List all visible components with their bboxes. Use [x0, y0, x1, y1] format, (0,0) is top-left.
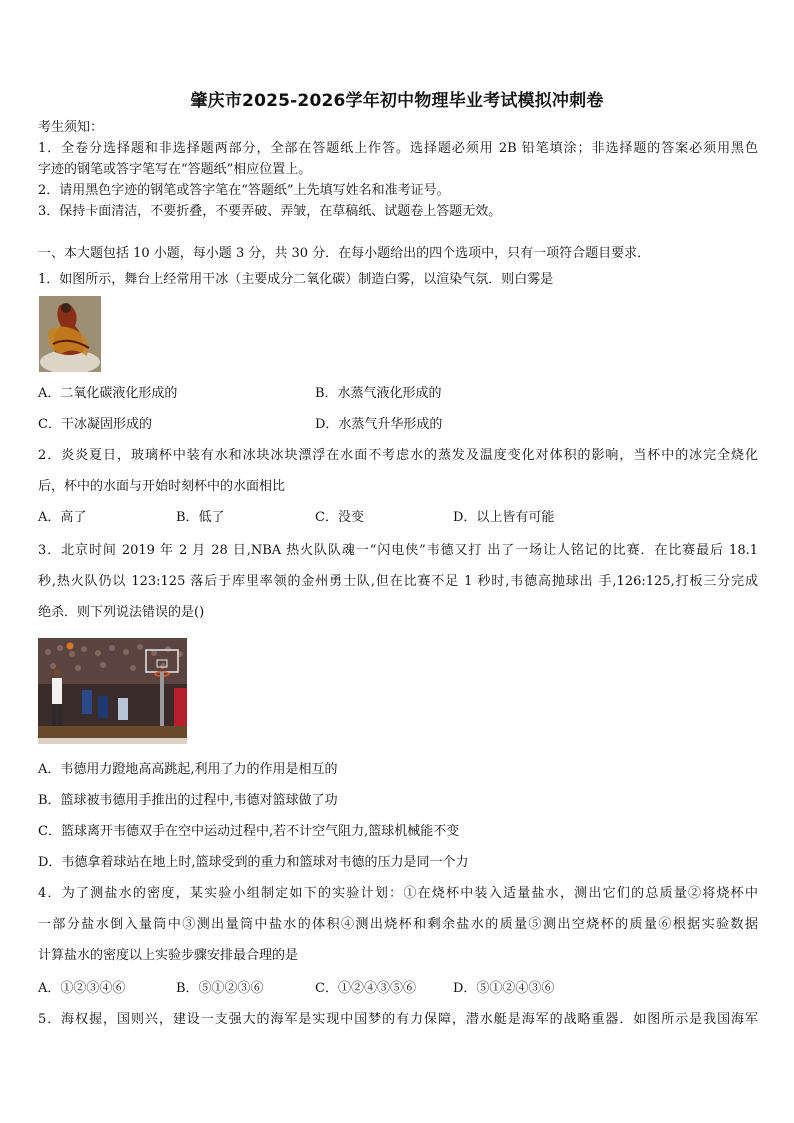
page-title: 肇庆市2025-2026学年初中物理毕业考试模拟冲刺卷	[190, 91, 604, 111]
notice-line-1-cont: 字迹的钢笔或答字笔写在“答题纸”相应位置上。	[38, 162, 312, 177]
q4-option-b: B．⑤①②③⑥	[176, 981, 264, 996]
q2-option-a: A．高了	[38, 510, 87, 525]
section-heading: 一、本大题包括 10 小题，每小题 3 分，共 30 分．在每小题给出的四个选项中，只有一项符合题目要求．	[38, 246, 651, 261]
q3-option-c: C．篮球离开韦德双手在空中运动过程中,若不计空气阻力,篮球机械能不变	[38, 824, 460, 839]
q2-option-c: C．没变	[315, 510, 364, 525]
notice-line-1: 1．全卷分选择题和非选择题两部分，全部在答题纸上作答。选择题必须用 2B 铅笔填涂；非选择题的答案必须用黑色	[38, 141, 758, 156]
q1-option-a: A．二氧化碳液化形成的	[38, 386, 178, 401]
q4-stem-line-3: 计算盐水的密度以上实验步骤安排最合理的是	[38, 948, 299, 963]
q3-option-a: A．韦德用力蹬地高高跳起,利用了力的作用是相互的	[38, 762, 338, 777]
q3-option-d: D．韦德拿着球站在地上时,篮球受到的重力和篮球对韦德的压力是同一个力	[38, 855, 469, 870]
q1-option-d: D．水蒸气升华形成的	[315, 417, 443, 432]
q1-stem: 1．如图所示，舞台上经常用干冰（主要成分二氧化碳）制造白雾，以渲染气氛．则白雾是	[38, 272, 554, 287]
q3-stem-line-1: 3．北京时间 2019 年 2 月 28 日,NBA 热火队队魂一“闪电侠”韦德又打 出了一场让人铭记的比赛．在比赛最后 18.1	[38, 543, 758, 558]
q1-stage-photo-graphic	[39, 296, 101, 372]
q2-option-d: D．以上皆有可能	[453, 510, 555, 525]
q4-stem-line-2: 一部分盐水倒入量筒中③测出量筒中盐水的体积④测出烧杯和剩余盐水的质量⑤测出空烧杯的质量⑥根据实验数据	[38, 917, 758, 932]
q3-option-b: B．篮球被韦德用手推出的过程中,韦德对篮球做了功	[38, 793, 338, 808]
q3-stem-line-2: 秒,热火队仍以 123:125 落后于库里率领的金州勇士队,但在比赛不足 1 秒时,韦德高抛球出 手,126:125,打板三分完成	[38, 574, 758, 589]
q5-stem-line-1: 5．海权握，国则兴，建设一支强大的海军是实现中国梦的有力保障，潜水艇是海军的战略重器．如图所示是我国海军	[38, 1012, 758, 1027]
q3-stem-line-3: 绝杀．则下列说法错误的是()	[38, 605, 205, 620]
q4-option-d: D．⑤①②④③⑥	[453, 981, 555, 996]
q1-stage-photo	[39, 296, 101, 372]
notice-line-2: 2．请用黑色字迹的钢笔或答字笔在“答题纸”上先填写姓名和准考证号。	[38, 183, 450, 198]
q1-option-c: C．干冰凝固形成的	[38, 417, 152, 432]
q2-stem-line-2: 后，杯中的水面与开始时刻杯中的水面相比	[38, 479, 286, 494]
q4-option-c: C．①②④③⑤⑥	[315, 981, 416, 996]
q4-option-a: A．①②③④⑥	[38, 981, 126, 996]
q3-basketball-photo	[38, 638, 187, 744]
notice-heading: 考生须知：	[38, 120, 104, 135]
q3-basketball-photo-graphic	[38, 638, 187, 744]
q4-stem-line-1: 4．为了测盐水的密度，某实验小组制定如下的实验计划：①在烧杯中装入适量盐水，测出它们的总质量②将烧杯中	[38, 886, 758, 901]
q2-option-b: B．低了	[176, 510, 225, 525]
q1-option-b: B．水蒸气液化形成的	[315, 386, 442, 401]
q2-stem-line-1: 2．炎炎夏日，玻璃杯中装有水和冰块冰块漂浮在水面不考虑水的蒸发及温度变化对体积的影响，当杯中的冰完全烧化	[38, 448, 758, 463]
notice-line-3: 3．保持卡面清洁，不要折叠，不要弄破、弄皱，在草稿纸、试题卷上答题无效。	[38, 204, 502, 219]
